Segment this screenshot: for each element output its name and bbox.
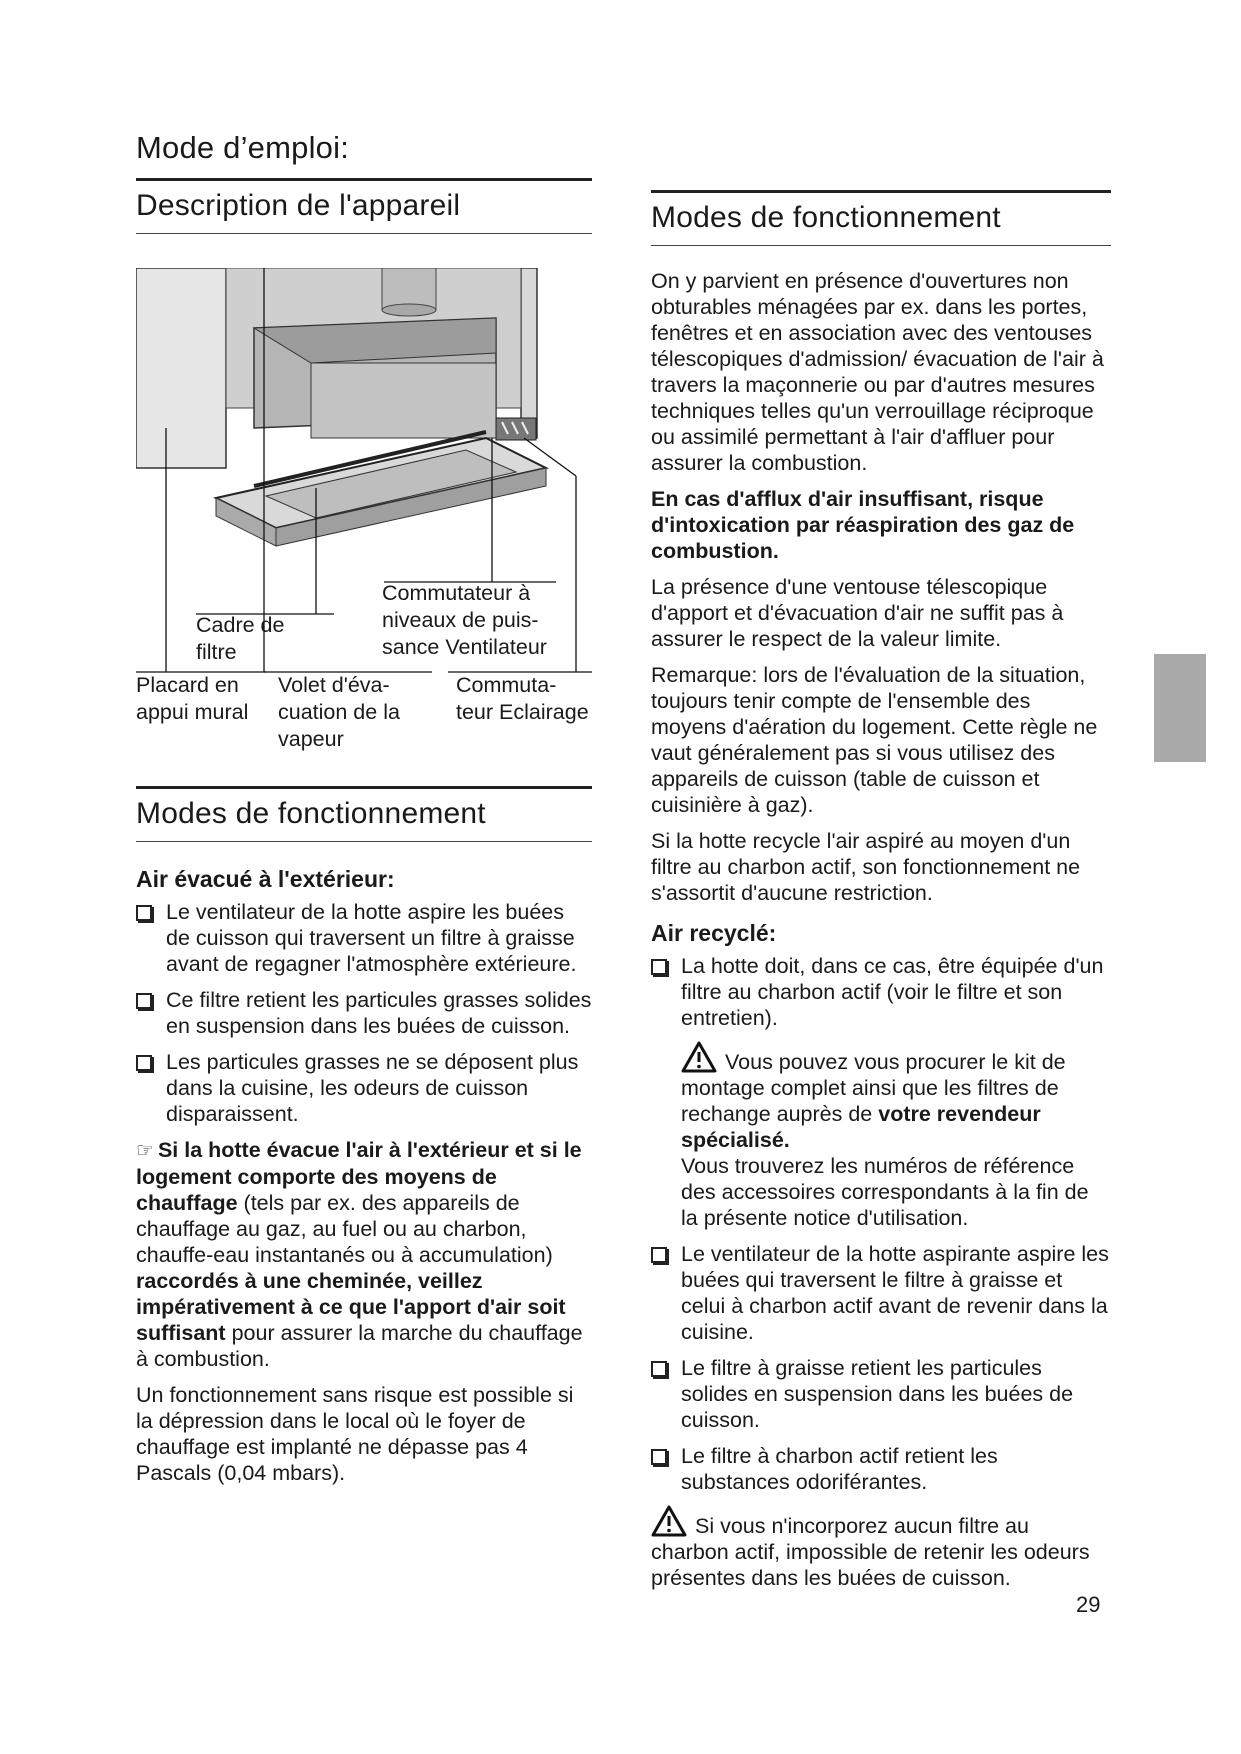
pointing-hand-icon: ☞ bbox=[136, 1140, 154, 1162]
label-filter-frame: Cadre de filtre bbox=[196, 613, 285, 664]
right-column bbox=[651, 190, 1111, 1601]
recirculation-paragraph: Si la hotte recycle l'air aspiré au moyen d'un filtre au charbon actif, son fonctionnement ne s'assortit d'aucune restriction. bbox=[651, 829, 1081, 905]
remark-paragraph: Remarque: lors de l'évaluation de la situation, toujours tenir compte de l'ensemble des moyens d'aération du logement. Cette règle ne vaut généralement pas si vous utilisez des appareils de cuisson (table de cuisson et cuisinière à gaz). bbox=[651, 663, 1098, 817]
list-item: Les particules grasses ne se déposent plus dans la cuisine, les odeurs de cuisson disparaissent. bbox=[136, 1049, 592, 1127]
warning-triangle-icon bbox=[681, 1041, 717, 1073]
subheading-recirculation: Air recyclé: bbox=[651, 920, 777, 946]
ventilation-paragraph: On y parvient en présence d'ouvertures non obturables ménagées par ex. dans les portes, fenêtres et en association avec des ventouses télescopiques d'admission/ évacuation de l'air à travers la maçonnerie ou par d'autres mesures techniques telles qu'un verrouillage réciproque ou assimilé permettant à l'air d'affluer pour assurer la combustion. bbox=[651, 269, 1104, 475]
chapter-tab-marker bbox=[1154, 654, 1206, 762]
telescopic-paragraph: La présence d'une ventouse télescopique d'apport et d'évacuation d'air ne suffit pas à assurer le respect de la valeur limite. bbox=[651, 575, 1064, 651]
label-light-switch: Commuta- teur Eclairage bbox=[456, 673, 589, 724]
recirculation-list-1 bbox=[651, 953, 1111, 1031]
page-number: 29 bbox=[1076, 1592, 1101, 1617]
pressure-paragraph: Un fonctionnement sans risque est possible si la dépression dans le local où le foyer de chauffage est implanté ne dépasse pas 4 Pascals (0,04 mbars). bbox=[136, 1383, 574, 1485]
left-column bbox=[136, 130, 592, 1496]
page-title: Mode d’emploi: bbox=[136, 130, 350, 165]
list-item: Le filtre à charbon actif retient les substances odoriférantes. bbox=[651, 1443, 1111, 1495]
list-item: Le filtre à graisse retient les particules solides en suspension dans les buées de cuisson. bbox=[651, 1355, 1111, 1433]
label-vapour-flap: Volet d'éva- cuation de la vapeur bbox=[278, 673, 400, 751]
label-wall-cabinet: Placard en appui mural bbox=[136, 673, 249, 724]
list-item: Ce filtre retient les particules grasses solides en suspension dans les buées de cuisson. bbox=[136, 987, 592, 1039]
list-item: Le ventilateur de la hotte aspirante aspire les buées qui traversent le filtre à graisse et celui à charbon actif avant de revenir dans la cuisine. bbox=[651, 1241, 1111, 1345]
label-fan-switch: Commutateur à niveaux de puis- sance Ventilateur bbox=[382, 581, 547, 659]
caution-block-1: Vous pouvez vous procurer le kit de montage complet ainsi que les filtres de rechange auprès de votre revendeur spécialisé. Vous trouverez les numéros de référence des accessoires correspondants à la fin de la présente notice d'utilisation. bbox=[651, 1041, 1111, 1231]
caution-block-2: Si vous n'incorporez aucun filtre au charbon actif, impossible de retenir les odeurs présentes dans les buées de cuisson. bbox=[651, 1505, 1111, 1591]
appliance-illustration bbox=[136, 268, 592, 768]
intoxication-warning: En cas d'afflux d'air insuffisant, risque d'intoxication par réaspiration des gaz de combustion. bbox=[651, 487, 1075, 563]
heating-note: ☞ Si la hotte évacue l'air à l'extérieur et si le logement comporte des moyens de chauffage (tels par ex. des appareils de chauffage au gaz, au fuel ou au charbon, chauffe-eau instantanés ou à accumulation) raccordés à une cheminée, veillez impérativement à ce que l'apport d'air soit suffisant pour assurer la marche du chauffage à combustion. bbox=[136, 1138, 583, 1371]
exhaust-list bbox=[136, 899, 592, 1127]
list-item: La hotte doit, dans ce cas, être équipée d'un filtre au charbon actif (voir le filtre et son entretien). bbox=[651, 953, 1111, 1031]
section-title-description: Description de l'appareil bbox=[136, 178, 592, 234]
section-title-modes-right: Modes de fonctionnement bbox=[651, 190, 1111, 246]
recirculation-list-2 bbox=[651, 1241, 1111, 1495]
subheading-exhaust: Air évacué à l'extérieur: bbox=[136, 866, 395, 892]
section-title-modes-left: Modes de fonctionnement bbox=[136, 786, 592, 842]
warning-triangle-icon bbox=[651, 1505, 687, 1537]
list-item: Le ventilateur de la hotte aspire les buées de cuisson qui traversent un filtre à graisse avant de regagner l'atmosphère extérieure. bbox=[136, 899, 592, 977]
